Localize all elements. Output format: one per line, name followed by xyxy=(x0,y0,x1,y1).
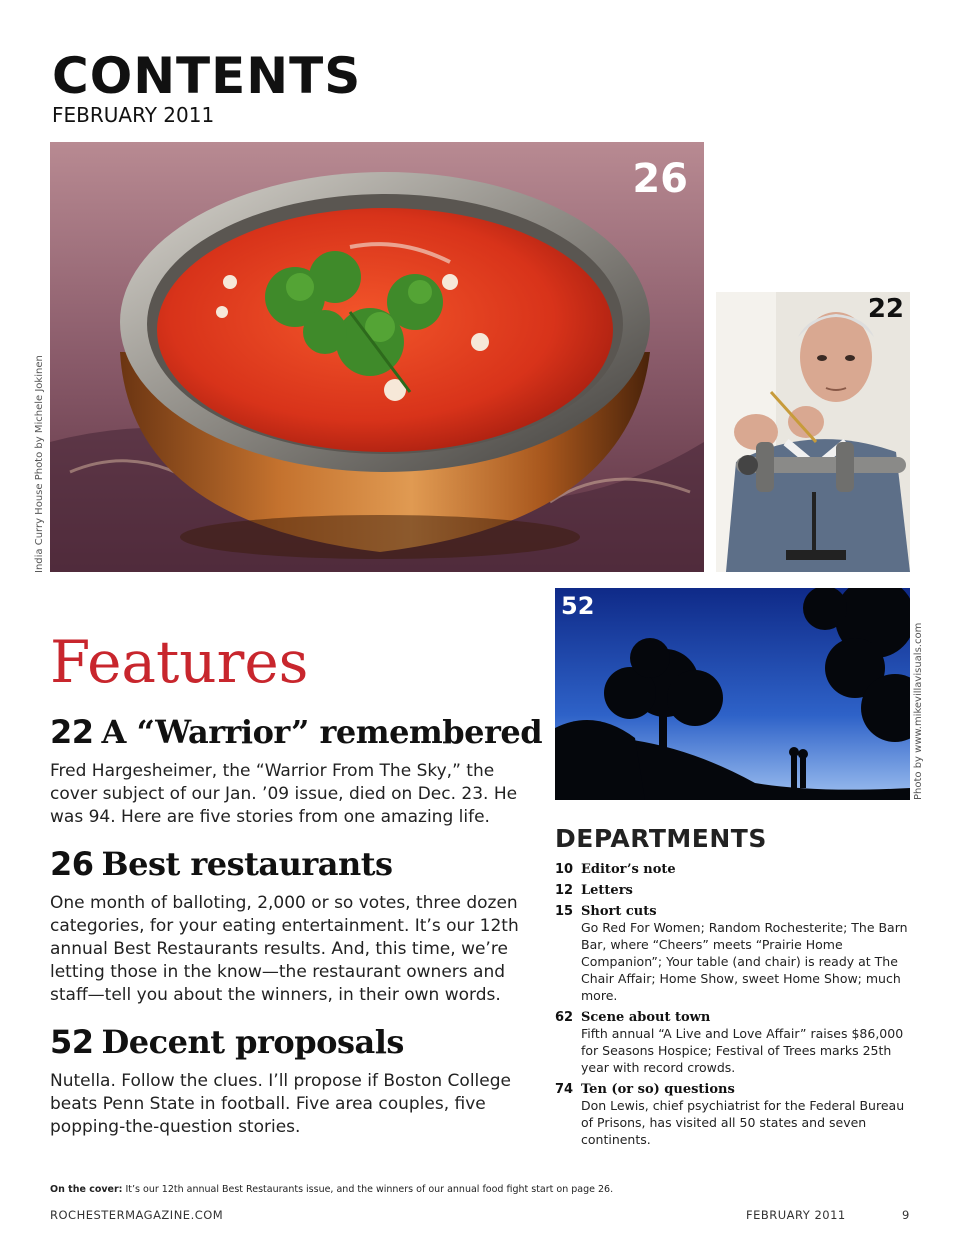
department-item[interactable] xyxy=(555,862,915,877)
department-page-number: 10 xyxy=(555,862,574,877)
footer-page-number: 9 xyxy=(902,1208,910,1222)
feature-item[interactable] xyxy=(50,710,543,829)
feature-description: Fred Hargesheimer, the “Warrior From The Sky,” the cover subject of our Jan. ’09 issue, died on Dec. 23. He was 94. Here are five stories from one amazing life. xyxy=(50,761,518,827)
department-item[interactable] xyxy=(555,1082,915,1148)
department-page-number: 62 xyxy=(555,1010,574,1025)
night-sky-illustration xyxy=(555,588,910,800)
issue-date: FEBRUARY 2011 xyxy=(52,103,215,127)
feature-title: Decent proposals xyxy=(101,1023,404,1061)
department-page-number: 15 xyxy=(555,904,574,919)
photo-curry-bowl xyxy=(50,142,704,572)
photo-page-number: 52 xyxy=(561,592,595,620)
footer-date: FEBRUARY 2011 xyxy=(746,1208,846,1222)
feature-page-number: 22 xyxy=(50,713,94,751)
department-item[interactable] xyxy=(555,1010,915,1076)
departments-list xyxy=(555,862,915,1154)
feature-headline xyxy=(50,1020,530,1064)
department-description: Don Lewis, chief psychiatrist for the Federal Bureau of Prisons, has visited all 50 states and seven continents. xyxy=(581,1098,905,1147)
feature-description: Nutella. Follow the clues. I’ll propose if Boston College beats Penn State in football. Five area couples, five popping-the-question stories. xyxy=(50,1071,511,1137)
cover-note-text: It’s our 12th annual Best Restaurants issue, and the winners of our annual food fight start on page 26. xyxy=(122,1184,614,1195)
departments-heading: DEPARTMENTS xyxy=(555,824,767,853)
feature-page-number: 52 xyxy=(50,1023,94,1061)
feature-title: A “Warrior” remembered xyxy=(101,713,543,751)
photo-page-number: 26 xyxy=(632,156,688,202)
cover-note xyxy=(50,1184,613,1195)
department-item[interactable] xyxy=(555,883,915,898)
photo-couple-silhouette xyxy=(555,588,910,800)
feature-item[interactable] xyxy=(50,842,530,1007)
department-title: Ten (or so) questions xyxy=(581,1082,735,1097)
page-title: CONTENTS xyxy=(52,47,362,105)
department-page-number: 74 xyxy=(555,1082,574,1097)
photo-credit-curry: India Curry House Photo by Michele Jokinen xyxy=(34,355,45,573)
department-title: Editor’s note xyxy=(581,862,676,877)
department-item[interactable] xyxy=(555,904,915,1004)
footer-site[interactable]: ROCHESTERMAGAZINE.COM xyxy=(50,1208,224,1222)
photo-page-number: 22 xyxy=(867,294,904,324)
department-title: Short cuts xyxy=(581,904,657,919)
cover-note-label: On the cover: xyxy=(50,1184,123,1195)
feature-item[interactable] xyxy=(50,1020,530,1139)
photo-man-with-model-plane xyxy=(716,292,910,572)
department-title: Scene about town xyxy=(581,1010,711,1025)
curry-bowl-illustration xyxy=(50,142,704,572)
feature-headline xyxy=(50,710,543,754)
man-illustration xyxy=(716,292,910,572)
feature-page-number: 26 xyxy=(50,845,94,883)
feature-headline xyxy=(50,842,530,886)
features-heading: Features xyxy=(50,628,309,696)
photo-credit-night: Photo by www.mikevillavisuals.com xyxy=(913,622,924,800)
department-description: Go Red For Women; Random Rochesterite; The Barn Bar, where “Cheers” meets “Prairie Home Companion”; Your table (and chair) is ready at The Chair Affair; Home Show, sweet Home Show; much more. xyxy=(581,920,908,1003)
feature-title: Best restaurants xyxy=(101,845,393,883)
department-description: Fifth annual “A Live and Love Affair” raises $86,000 for Seasons Hospice; Festival of Trees marks 25th year with record crowds. xyxy=(581,1026,904,1075)
feature-description: One month of balloting, 2,000 or so votes, three dozen categories, for your eating entertainment. It’s our 12th annual Best Restaurants results. And, this time, we’re letting those in the know—the restaurant owners and staff—tell you about the winners, in their own words. xyxy=(50,893,519,1005)
department-title: Letters xyxy=(581,883,633,898)
department-page-number: 12 xyxy=(555,883,574,898)
